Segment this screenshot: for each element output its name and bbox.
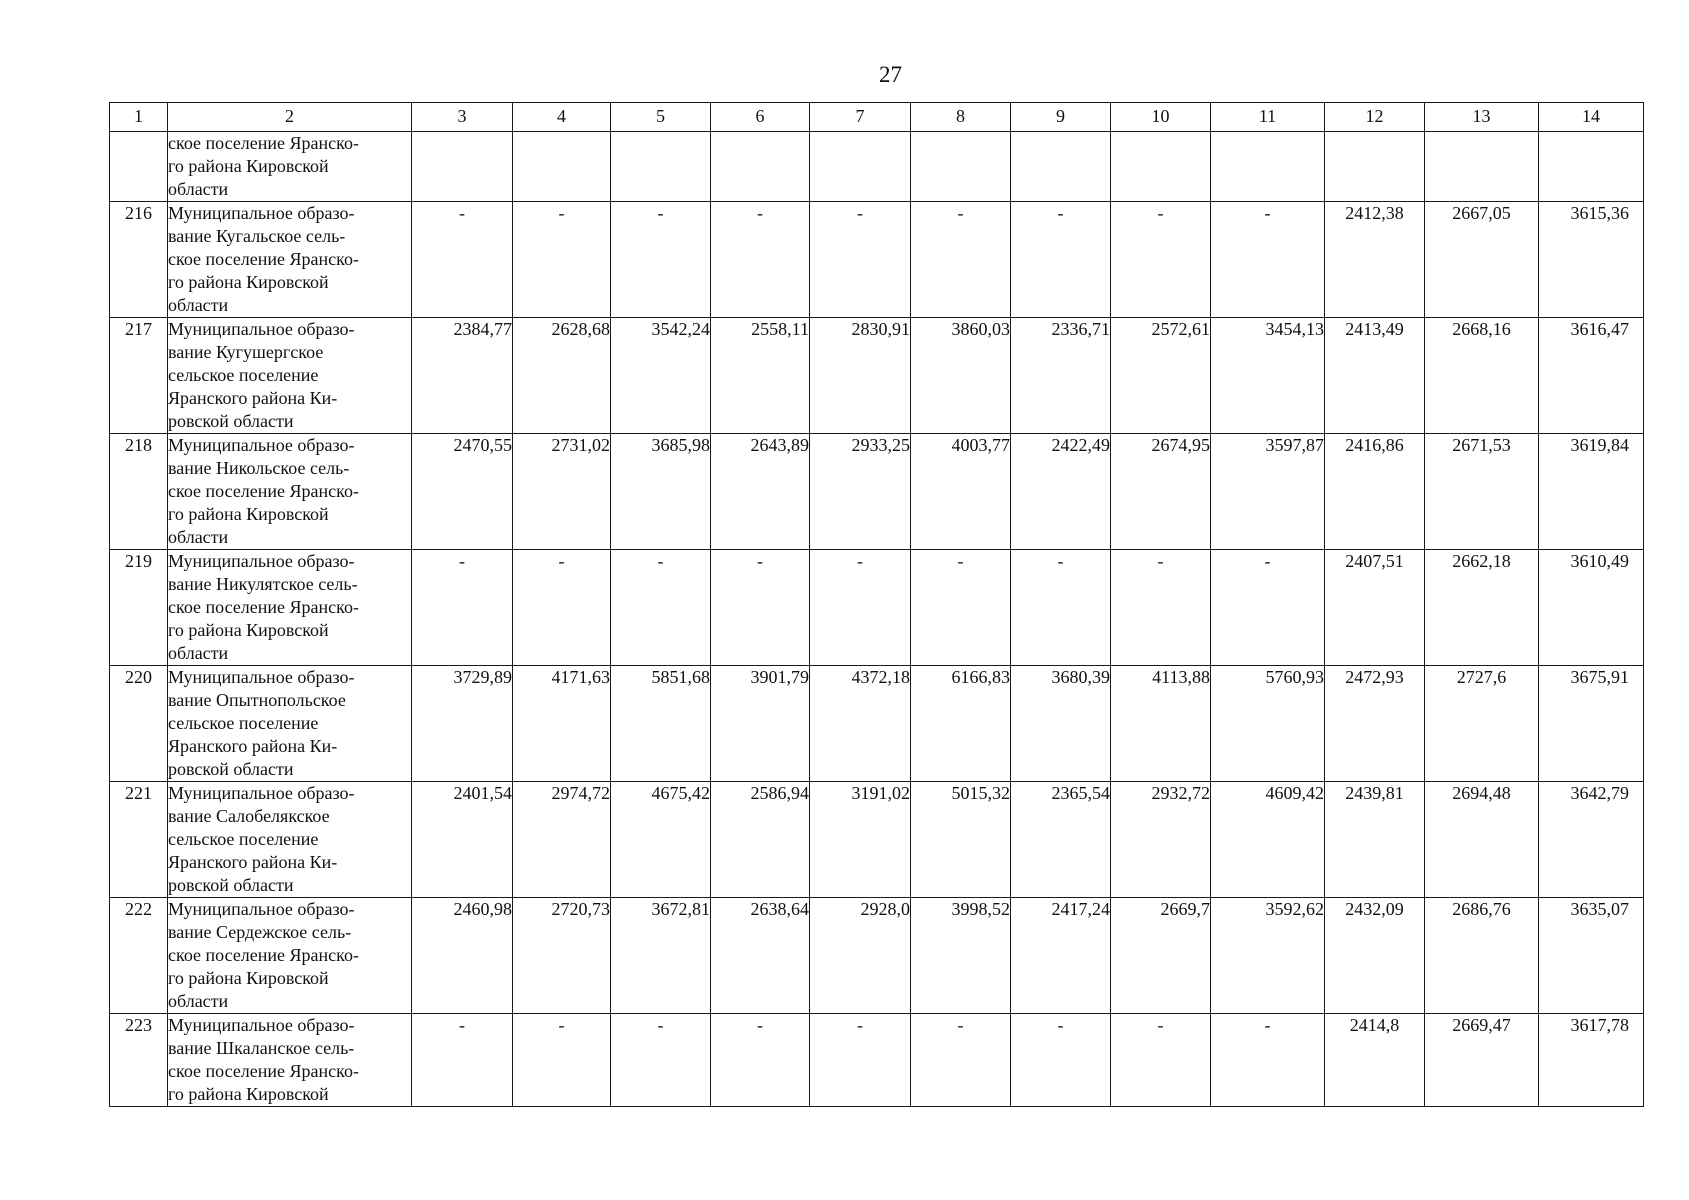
value-cell-col-12: 2472,93	[1325, 666, 1425, 782]
value-cell-col-8: -	[911, 202, 1011, 318]
value-cell-col-4: -	[513, 202, 611, 318]
header-row	[110, 103, 1644, 132]
municipality-name-line: ровской области	[168, 411, 294, 431]
value-cell-col-12: 2439,81	[1325, 782, 1425, 898]
value-cell-col-14: 3675,91	[1539, 666, 1644, 782]
municipality-name-line: области	[168, 991, 229, 1011]
municipality-name-line: Муниципальное образо-	[168, 1015, 355, 1035]
column-header-14: 14	[1539, 103, 1644, 132]
value-cell-col-3: 2401,54	[412, 782, 513, 898]
value-cell-col-14: 3617,78	[1539, 1014, 1644, 1107]
table-row	[110, 898, 1644, 1014]
column-header-4: 4	[513, 103, 611, 132]
row-number: 219	[110, 550, 168, 666]
value-cell-col-9: 2422,49	[1011, 434, 1111, 550]
value-cell-col-9	[1011, 132, 1111, 202]
municipality-name-line: Муниципальное образо-	[168, 551, 355, 571]
column-header-8: 8	[911, 103, 1011, 132]
value-cell-col-12: 2407,51	[1325, 550, 1425, 666]
municipality-name-line: Яранского района Ки-	[168, 852, 338, 872]
value-cell-col-6: 2586,94	[711, 782, 810, 898]
municipality-name	[168, 898, 412, 1014]
value-cell-col-12: 2414,8	[1325, 1014, 1425, 1107]
value-cell-col-13: 2727,6	[1425, 666, 1539, 782]
municipality-name	[168, 434, 412, 550]
value-cell-col-9: 2336,71	[1011, 318, 1111, 434]
column-header-3: 3	[412, 103, 513, 132]
municipality-name-line: вание Сердежское сель-	[168, 922, 352, 942]
value-cell-col-11: 5760,93	[1211, 666, 1325, 782]
value-cell-col-14: 3635,07	[1539, 898, 1644, 1014]
municipality-name	[168, 550, 412, 666]
value-cell-col-11	[1211, 132, 1325, 202]
municipality-name	[168, 318, 412, 434]
value-cell-col-7: 4372,18	[810, 666, 911, 782]
value-cell-col-8: -	[911, 550, 1011, 666]
row-number: 222	[110, 898, 168, 1014]
value-cell-col-6: -	[711, 202, 810, 318]
value-cell-col-7: 2928,0	[810, 898, 911, 1014]
municipality-name-line: Муниципальное образо-	[168, 783, 355, 803]
value-cell-col-7: 2933,25	[810, 434, 911, 550]
municipality-name-line: Муниципальное образо-	[168, 203, 355, 223]
municipality-name-line: Яранского района Ки-	[168, 736, 338, 756]
value-cell-col-5: 3672,81	[611, 898, 711, 1014]
column-header-7: 7	[810, 103, 911, 132]
municipality-name-line: ровской области	[168, 759, 294, 779]
value-cell-col-13: 2686,76	[1425, 898, 1539, 1014]
value-cell-col-8: 3998,52	[911, 898, 1011, 1014]
value-cell-col-8	[911, 132, 1011, 202]
column-header-2: 2	[168, 103, 412, 132]
value-cell-col-9: 2365,54	[1011, 782, 1111, 898]
municipality-name-line: вание Салобелякское	[168, 806, 330, 826]
value-cell-col-7	[810, 132, 911, 202]
value-cell-col-6: 3901,79	[711, 666, 810, 782]
value-cell-col-11: 3454,13	[1211, 318, 1325, 434]
value-cell-col-13: 2667,05	[1425, 202, 1539, 318]
value-cell-col-13: 2662,18	[1425, 550, 1539, 666]
row-number: 216	[110, 202, 168, 318]
row-number: 221	[110, 782, 168, 898]
value-cell-col-11: 3592,62	[1211, 898, 1325, 1014]
table-row	[110, 782, 1644, 898]
value-cell-col-6: -	[711, 550, 810, 666]
value-cell-col-8: 6166,83	[911, 666, 1011, 782]
municipality-name-line: Яранского района Ки-	[168, 388, 338, 408]
municipality-name-line: вание Опытнопольское	[168, 690, 346, 710]
value-cell-col-14	[1539, 132, 1644, 202]
table-body	[110, 132, 1644, 1107]
municipality-name-line: ское поселение Яранско-	[168, 597, 359, 617]
value-cell-col-10: -	[1111, 550, 1211, 666]
value-cell-col-13: 2671,53	[1425, 434, 1539, 550]
value-cell-col-9: -	[1011, 202, 1111, 318]
municipality-name	[168, 1014, 412, 1107]
municipality-name-line: ское поселение Яранско-	[168, 133, 359, 153]
value-cell-col-14: 3615,36	[1539, 202, 1644, 318]
table-row	[110, 666, 1644, 782]
row-number: 218	[110, 434, 168, 550]
municipality-name-line: го района Кировской	[168, 504, 329, 524]
value-cell-col-14: 3610,49	[1539, 550, 1644, 666]
value-cell-col-5: -	[611, 202, 711, 318]
table-row	[110, 318, 1644, 434]
value-cell-col-10: -	[1111, 202, 1211, 318]
value-cell-col-6: 2638,64	[711, 898, 810, 1014]
column-header-5: 5	[611, 103, 711, 132]
municipality-name-line: области	[168, 295, 229, 315]
value-cell-col-4: 4171,63	[513, 666, 611, 782]
municipality-name-line: го района Кировской	[168, 272, 329, 292]
municipality-name-line: го района Кировской	[168, 968, 329, 988]
municipality-name-line: области	[168, 179, 229, 199]
column-header-13: 13	[1425, 103, 1539, 132]
column-header-11: 11	[1211, 103, 1325, 132]
column-header-1: 1	[110, 103, 168, 132]
value-cell-col-6: -	[711, 1014, 810, 1107]
row-number: 223	[110, 1014, 168, 1107]
municipality-name-line: го района Кировской	[168, 620, 329, 640]
value-cell-col-9: 2417,24	[1011, 898, 1111, 1014]
value-cell-col-3: -	[412, 1014, 513, 1107]
municipality-name-line: вание Кугушергское	[168, 342, 324, 362]
value-cell-col-3	[412, 132, 513, 202]
value-cell-col-14: 3619,84	[1539, 434, 1644, 550]
value-cell-col-4: 2628,68	[513, 318, 611, 434]
value-cell-col-13: 2694,48	[1425, 782, 1539, 898]
value-cell-col-12	[1325, 132, 1425, 202]
value-cell-col-9: 3680,39	[1011, 666, 1111, 782]
value-cell-col-10: 2669,7	[1111, 898, 1211, 1014]
value-cell-col-8: 5015,32	[911, 782, 1011, 898]
value-cell-col-13	[1425, 132, 1539, 202]
row-number	[110, 132, 168, 202]
value-cell-col-6: 2558,11	[711, 318, 810, 434]
value-cell-col-3: 2460,98	[412, 898, 513, 1014]
value-cell-col-5: -	[611, 1014, 711, 1107]
municipality-name-line: Муниципальное образо-	[168, 435, 355, 455]
value-cell-col-14: 3642,79	[1539, 782, 1644, 898]
municipality-name-line: сельское поселение	[168, 365, 319, 385]
value-cell-col-3: 2384,77	[412, 318, 513, 434]
value-cell-col-4: -	[513, 550, 611, 666]
municipality-name-line: ское поселение Яранско-	[168, 1061, 359, 1081]
municipality-name	[168, 782, 412, 898]
municipality-name-line: области	[168, 643, 229, 663]
column-header-9: 9	[1011, 103, 1111, 132]
table-row	[110, 550, 1644, 666]
municipality-name-line: сельское поселение	[168, 713, 319, 733]
value-cell-col-9: -	[1011, 550, 1111, 666]
row-number: 217	[110, 318, 168, 434]
value-cell-col-8: 4003,77	[911, 434, 1011, 550]
table-row	[110, 202, 1644, 318]
municipality-name-line: сельское поселение	[168, 829, 319, 849]
value-cell-col-4: -	[513, 1014, 611, 1107]
value-cell-col-3: 2470,55	[412, 434, 513, 550]
municipality-name-line: вание Никольское сель-	[168, 458, 350, 478]
value-cell-col-7: 2830,91	[810, 318, 911, 434]
municipality-name-line: Муниципальное образо-	[168, 667, 355, 687]
municipality-name-line: ское поселение Яранско-	[168, 481, 359, 501]
value-cell-col-6	[711, 132, 810, 202]
value-cell-col-9: -	[1011, 1014, 1111, 1107]
value-cell-col-6: 2643,89	[711, 434, 810, 550]
value-cell-col-10: -	[1111, 1014, 1211, 1107]
municipality-name-line: го района Кировской	[168, 1084, 329, 1104]
value-cell-col-10: 2674,95	[1111, 434, 1211, 550]
value-cell-col-3: -	[412, 202, 513, 318]
municipality-name	[168, 132, 412, 202]
value-cell-col-13: 2668,16	[1425, 318, 1539, 434]
value-cell-col-4: 2731,02	[513, 434, 611, 550]
municipality-name-line: области	[168, 527, 229, 547]
value-cell-col-7: 3191,02	[810, 782, 911, 898]
value-cell-col-12: 2412,38	[1325, 202, 1425, 318]
value-cell-col-11: 4609,42	[1211, 782, 1325, 898]
value-cell-col-7: -	[810, 202, 911, 318]
value-cell-col-10: 2572,61	[1111, 318, 1211, 434]
value-cell-col-10	[1111, 132, 1211, 202]
column-header-6: 6	[711, 103, 810, 132]
value-cell-col-12: 2416,86	[1325, 434, 1425, 550]
table-row	[110, 434, 1644, 550]
value-cell-col-13: 2669,47	[1425, 1014, 1539, 1107]
municipality-name-line: ское поселение Яранско-	[168, 945, 359, 965]
value-cell-col-7: -	[810, 1014, 911, 1107]
page-number: 27	[879, 62, 902, 87]
value-cell-col-5: 5851,68	[611, 666, 711, 782]
municipality-name-line: вание Никулятское сель-	[168, 574, 358, 594]
row-number: 220	[110, 666, 168, 782]
value-cell-col-3: 3729,89	[412, 666, 513, 782]
value-cell-col-4	[513, 132, 611, 202]
value-cell-col-5: -	[611, 550, 711, 666]
data-table	[109, 102, 1644, 1107]
municipality-name-line: вание Кугальское сель-	[168, 226, 346, 246]
value-cell-col-5	[611, 132, 711, 202]
municipality-name	[168, 666, 412, 782]
value-cell-col-11: -	[1211, 1014, 1325, 1107]
table-row	[110, 1014, 1644, 1107]
column-header-10: 10	[1111, 103, 1211, 132]
municipality-name-line: Муниципальное образо-	[168, 899, 355, 919]
municipality-name-line: ское поселение Яранско-	[168, 249, 359, 269]
value-cell-col-5: 3685,98	[611, 434, 711, 550]
value-cell-col-8: -	[911, 1014, 1011, 1107]
value-cell-col-12: 2413,49	[1325, 318, 1425, 434]
value-cell-col-11: -	[1211, 202, 1325, 318]
value-cell-col-4: 2974,72	[513, 782, 611, 898]
municipality-name	[168, 202, 412, 318]
value-cell-col-8: 3860,03	[911, 318, 1011, 434]
municipality-name-line: ровской области	[168, 875, 294, 895]
value-cell-col-5: 4675,42	[611, 782, 711, 898]
value-cell-col-11: -	[1211, 550, 1325, 666]
value-cell-col-4: 2720,73	[513, 898, 611, 1014]
value-cell-col-14: 3616,47	[1539, 318, 1644, 434]
value-cell-col-5: 3542,24	[611, 318, 711, 434]
municipality-name-line: го района Кировской	[168, 156, 329, 176]
value-cell-col-7: -	[810, 550, 911, 666]
value-cell-col-10: 4113,88	[1111, 666, 1211, 782]
value-cell-col-3: -	[412, 550, 513, 666]
municipality-name-line: Муниципальное образо-	[168, 319, 355, 339]
value-cell-col-12: 2432,09	[1325, 898, 1425, 1014]
table-row	[110, 132, 1644, 202]
municipality-name-line: вание Шкаланское сель-	[168, 1038, 355, 1058]
value-cell-col-10: 2932,72	[1111, 782, 1211, 898]
value-cell-col-11: 3597,87	[1211, 434, 1325, 550]
column-header-12: 12	[1325, 103, 1425, 132]
